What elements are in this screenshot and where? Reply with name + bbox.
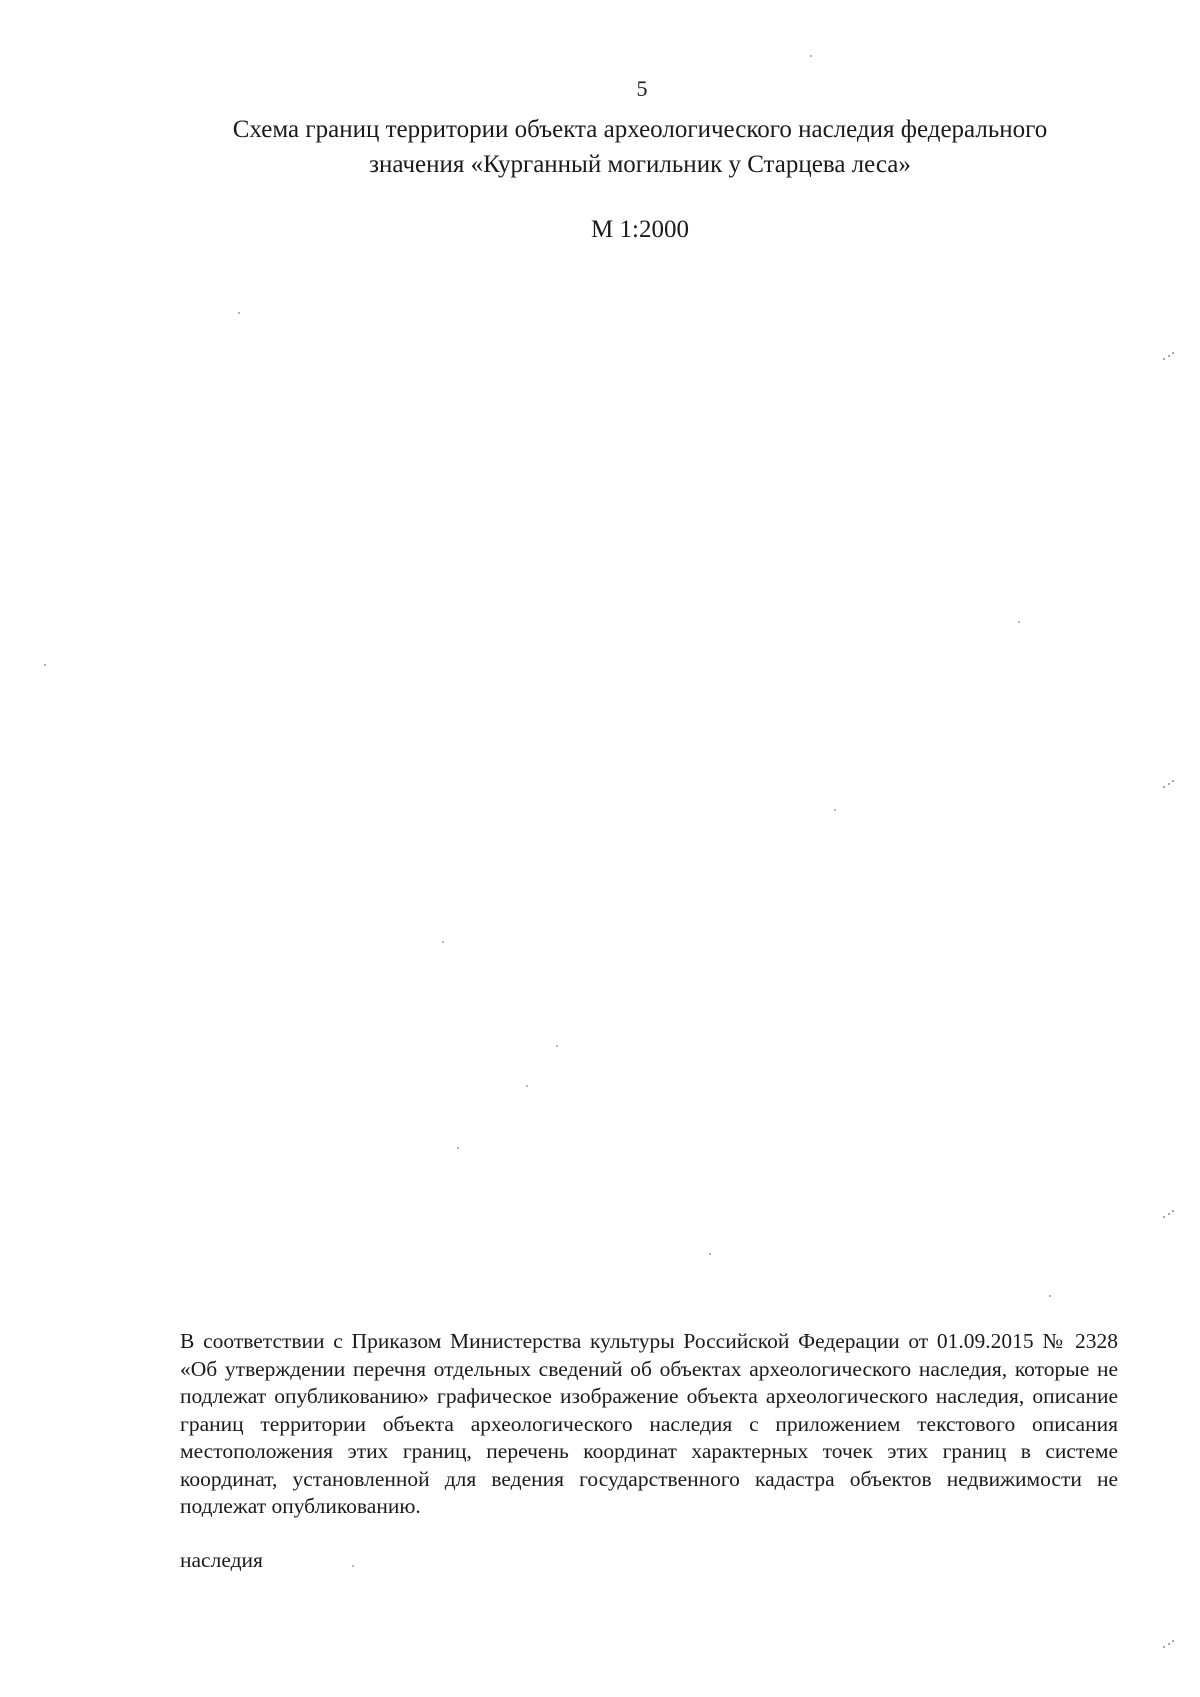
scan-speck <box>44 664 46 666</box>
scan-speck <box>834 809 836 811</box>
scan-speck <box>1018 621 1020 623</box>
scan-speck <box>457 1147 459 1149</box>
scan-speck <box>556 1045 558 1047</box>
scan-speck <box>709 1253 711 1255</box>
notice-tail-word: наследия <box>180 1548 263 1572</box>
scan-speck <box>442 941 444 943</box>
map-scale: М 1:2000 <box>591 216 689 243</box>
scan-edge-mark <box>1163 780 1175 790</box>
scan-speck <box>526 1085 528 1087</box>
publication-notice: В соответствии с Приказом Министерства культуры Российской Федерации от 01.09.2015 № 2328 «Об утверждении перечня отдельных сведений об объектах археологического наследия, которые не подлежат опубликованию» графическое изображение объекта археологического наследия, описание границ территории объекта археологического наследия с приложением текстового описания местоположения этих границ, перечень координат характерных точек этих границ в системе координат, установленной для ведения государственного кадастра объектов недвижимости не подлежат опубликованию. <box>180 1329 1118 1518</box>
page-title <box>160 112 1120 182</box>
scan-speck <box>810 55 812 57</box>
scan-speck <box>1049 1295 1051 1297</box>
title-line-2: значения «Курганный могильник у Старцева леса» <box>369 151 911 178</box>
page-number: 5 <box>636 76 648 101</box>
scan-edge-mark <box>1163 352 1175 362</box>
title-line-1: Схема границ территории объекта археологического наследия федерального <box>232 116 1048 143</box>
scan-speck <box>352 1565 354 1567</box>
scan-edge-mark <box>1163 1640 1175 1650</box>
scan-edge-mark <box>1163 1210 1175 1220</box>
scan-speck <box>238 312 240 314</box>
